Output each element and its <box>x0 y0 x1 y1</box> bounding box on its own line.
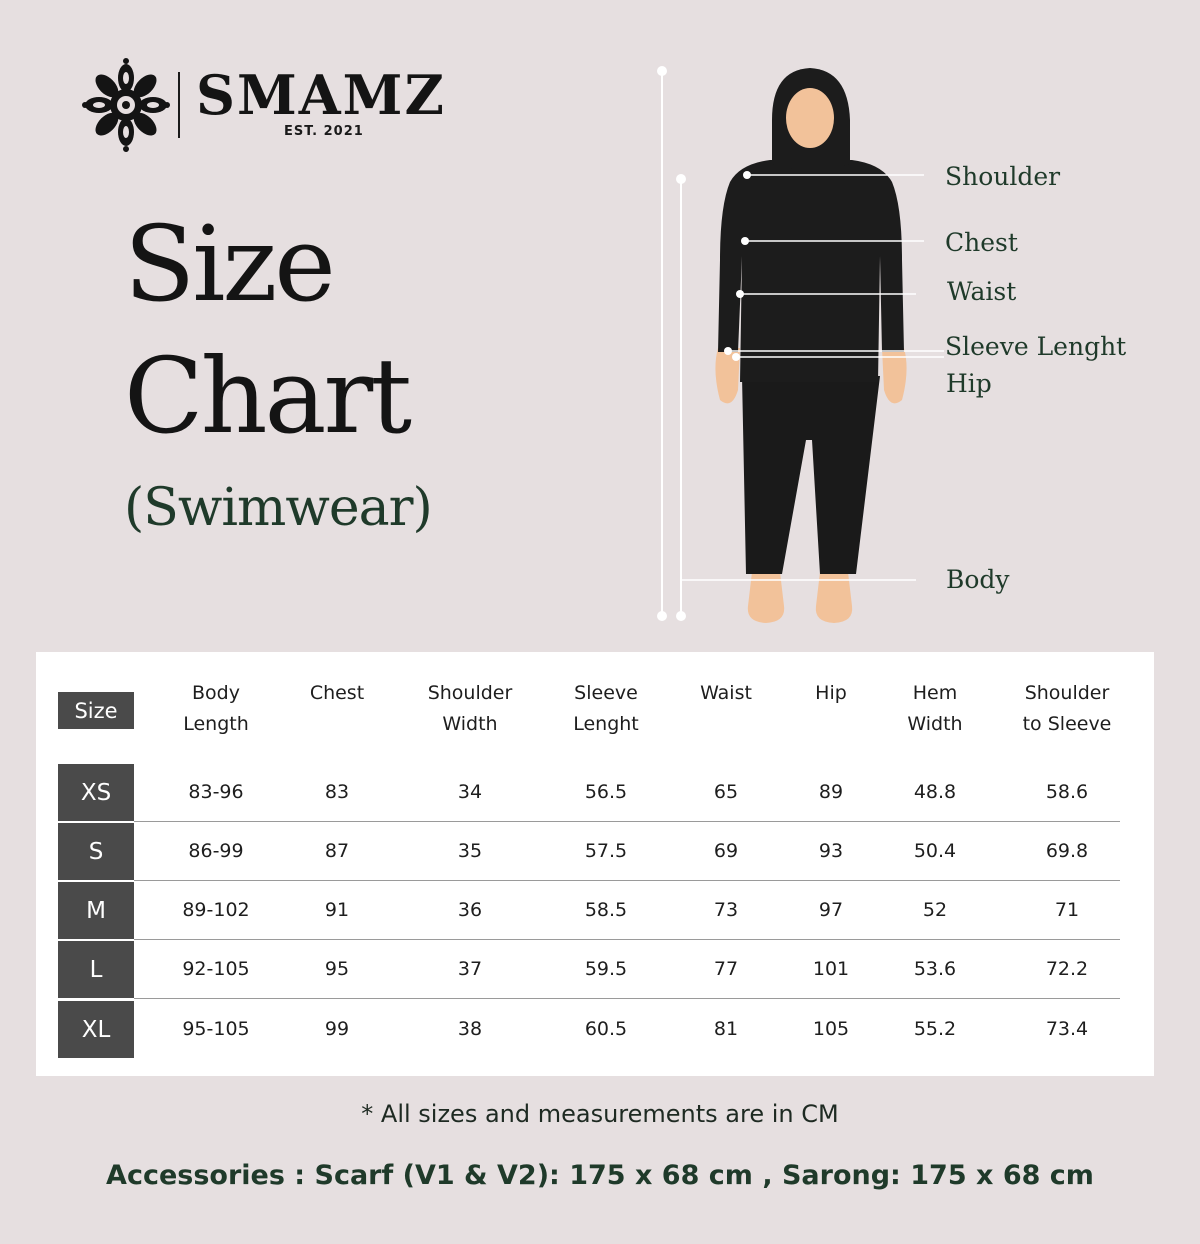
table-cell: 99 <box>324 1018 350 1040</box>
table-cell: 105 <box>812 1018 850 1040</box>
table-cell: 60.5 <box>584 1018 628 1040</box>
size-badge: S <box>58 823 134 880</box>
brand-logo <box>82 58 462 154</box>
column-header <box>860 678 1010 740</box>
table-cell: 95 <box>324 958 350 980</box>
column-header-line-2: Width <box>907 713 963 735</box>
table-cell: 35 <box>457 840 483 862</box>
table-cell: 87 <box>324 840 350 862</box>
label-waist: Waist <box>947 277 1017 306</box>
brand-name: SMAMZ <box>196 63 446 127</box>
brand-established: EST. 2021 <box>284 124 364 139</box>
column-header <box>992 678 1142 740</box>
column-header <box>395 678 545 740</box>
column-header-line-1: Waist <box>700 682 752 704</box>
column-header-line-1: Shoulder <box>427 682 513 704</box>
table-cell: 93 <box>818 840 844 862</box>
table-cell: 101 <box>812 958 850 980</box>
measurement-figure <box>640 60 1180 640</box>
column-header-line-1: Hip <box>815 682 847 704</box>
table-cell: 65 <box>713 781 739 803</box>
table-cell: 34 <box>457 781 483 803</box>
row-divider <box>134 939 1120 940</box>
table-cell: 89-102 <box>182 899 250 921</box>
size-table <box>36 652 1154 1076</box>
size-badge: L <box>58 941 134 998</box>
page-title-line-1: Size <box>124 203 333 325</box>
table-cell: 83 <box>324 781 350 803</box>
column-header-line-2: Lenght <box>573 713 639 735</box>
page-title-line-2: Chart <box>124 335 410 457</box>
table-cell: 48.8 <box>913 781 957 803</box>
table-cell: 92-105 <box>182 958 250 980</box>
table-cell: 69 <box>713 840 739 862</box>
table-cell: 71 <box>1054 899 1080 921</box>
column-header-line-1: Body <box>192 682 240 704</box>
size-badge: XL <box>58 1001 134 1058</box>
table-cell: 95-105 <box>182 1018 250 1040</box>
size-badge: XS <box>58 764 134 821</box>
column-header-line-1: Hem <box>912 682 958 704</box>
table-cell: 50.4 <box>913 840 957 862</box>
table-cell: 37 <box>457 958 483 980</box>
label-hip: Hip <box>946 369 992 398</box>
table-cell: 57.5 <box>584 840 628 862</box>
table-cell: 81 <box>713 1018 739 1040</box>
table-cell: 69.8 <box>1045 840 1089 862</box>
table-cell: 59.5 <box>584 958 628 980</box>
size-column-header: Size <box>58 692 134 729</box>
column-header <box>262 678 412 709</box>
table-cell: 58.6 <box>1045 781 1089 803</box>
size-badge: M <box>58 882 134 939</box>
page-subtitle: (Swimwear) <box>124 478 432 538</box>
label-shoulder: Shoulder <box>945 162 1061 191</box>
table-cell: 83-96 <box>188 781 244 803</box>
table-cell: 86-99 <box>188 840 244 862</box>
column-header-line-2: Length <box>183 713 249 735</box>
measurement-footnote: * All sizes and measurements are in CM <box>361 1100 839 1128</box>
row-divider <box>134 998 1120 999</box>
table-cell: 89 <box>818 781 844 803</box>
table-cell: 58.5 <box>584 899 628 921</box>
column-header-line-1: Shoulder <box>1024 682 1110 704</box>
table-cell: 72.2 <box>1045 958 1089 980</box>
table-cell: 38 <box>457 1018 483 1040</box>
column-header-line-2: Width <box>442 713 498 735</box>
mandala-logo-icon <box>82 58 170 152</box>
label-body: Body <box>946 565 1010 594</box>
label-chest: Chest <box>945 228 1018 257</box>
logo-divider <box>178 72 180 138</box>
column-header-line-1: Sleeve <box>574 682 638 704</box>
table-cell: 73 <box>713 899 739 921</box>
row-divider <box>134 821 1120 822</box>
column-header-line-1: Chest <box>309 682 365 704</box>
table-cell: 53.6 <box>913 958 957 980</box>
table-cell: 91 <box>324 899 350 921</box>
table-cell: 73.4 <box>1045 1018 1089 1040</box>
label-sleeve-length: Sleeve Lenght <box>945 332 1127 361</box>
table-cell: 77 <box>713 958 739 980</box>
accessories-info: Accessories : Scarf (V1 & V2): 175 x 68 cm , Sarong: 175 x 68 cm <box>106 1160 1094 1191</box>
table-cell: 56.5 <box>584 781 628 803</box>
table-cell: 97 <box>818 899 844 921</box>
table-cell: 55.2 <box>913 1018 957 1040</box>
table-cell: 52 <box>922 899 948 921</box>
row-divider <box>134 880 1120 881</box>
table-cell: 36 <box>457 899 483 921</box>
column-header-line-2: to Sleeve <box>1022 713 1112 735</box>
